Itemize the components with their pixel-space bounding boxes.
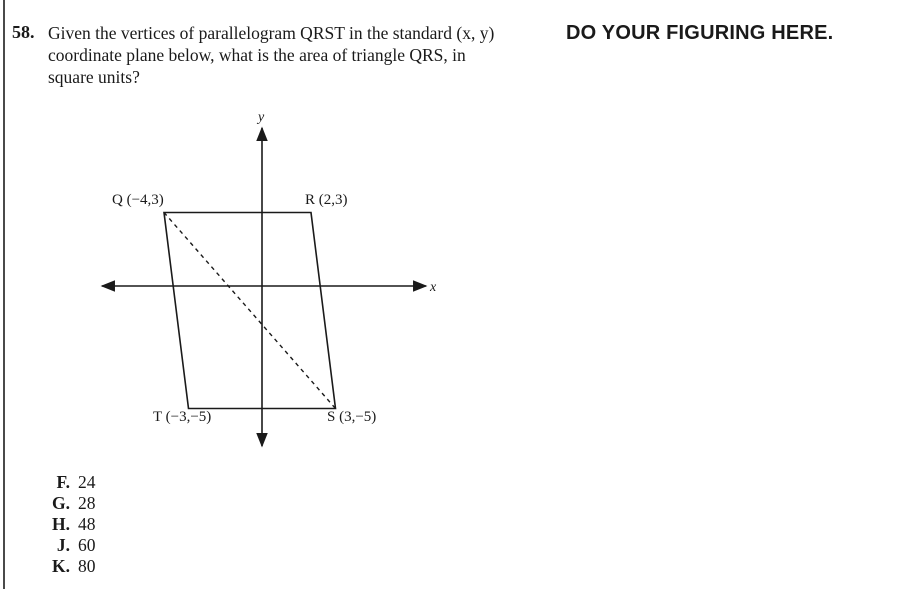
choice-g[interactable]	[44, 493, 96, 514]
diagonal-qs	[164, 213, 336, 409]
question-number: 58.	[12, 22, 35, 42]
y-axis-label: y	[258, 110, 265, 125]
choice-f[interactable]	[44, 472, 96, 493]
vertex-label-q: Q (−4,3)	[112, 192, 164, 208]
vertex-label-t: T (−3,−5)	[153, 409, 212, 425]
choice-letter: F.	[56, 472, 70, 492]
choice-value: 24	[78, 472, 96, 492]
choice-letter: G.	[52, 493, 70, 513]
choice-value: 48	[78, 514, 96, 534]
choice-value: 60	[78, 535, 96, 555]
choice-j[interactable]	[44, 535, 96, 556]
choice-value: 80	[78, 556, 96, 576]
answer-choices	[44, 472, 96, 577]
choice-letter: K.	[52, 556, 70, 576]
question-text: Given the vertices of parallelogram QRST in the standard (x, y) coordinate plane below, what is the area of triangle QRS, in square units?	[48, 23, 495, 87]
choice-letter: H.	[52, 514, 70, 534]
choice-h[interactable]	[44, 514, 96, 535]
vertex-label-r: R (2,3)	[305, 192, 348, 208]
figuring-area-heading: DO YOUR FIGURING HERE.	[566, 22, 834, 44]
x-axis-label: x	[430, 280, 437, 295]
choice-k[interactable]	[44, 556, 96, 577]
choice-letter: J.	[56, 535, 70, 555]
choice-value: 28	[78, 493, 96, 513]
vertex-label-s: S (3,−5)	[327, 409, 377, 425]
